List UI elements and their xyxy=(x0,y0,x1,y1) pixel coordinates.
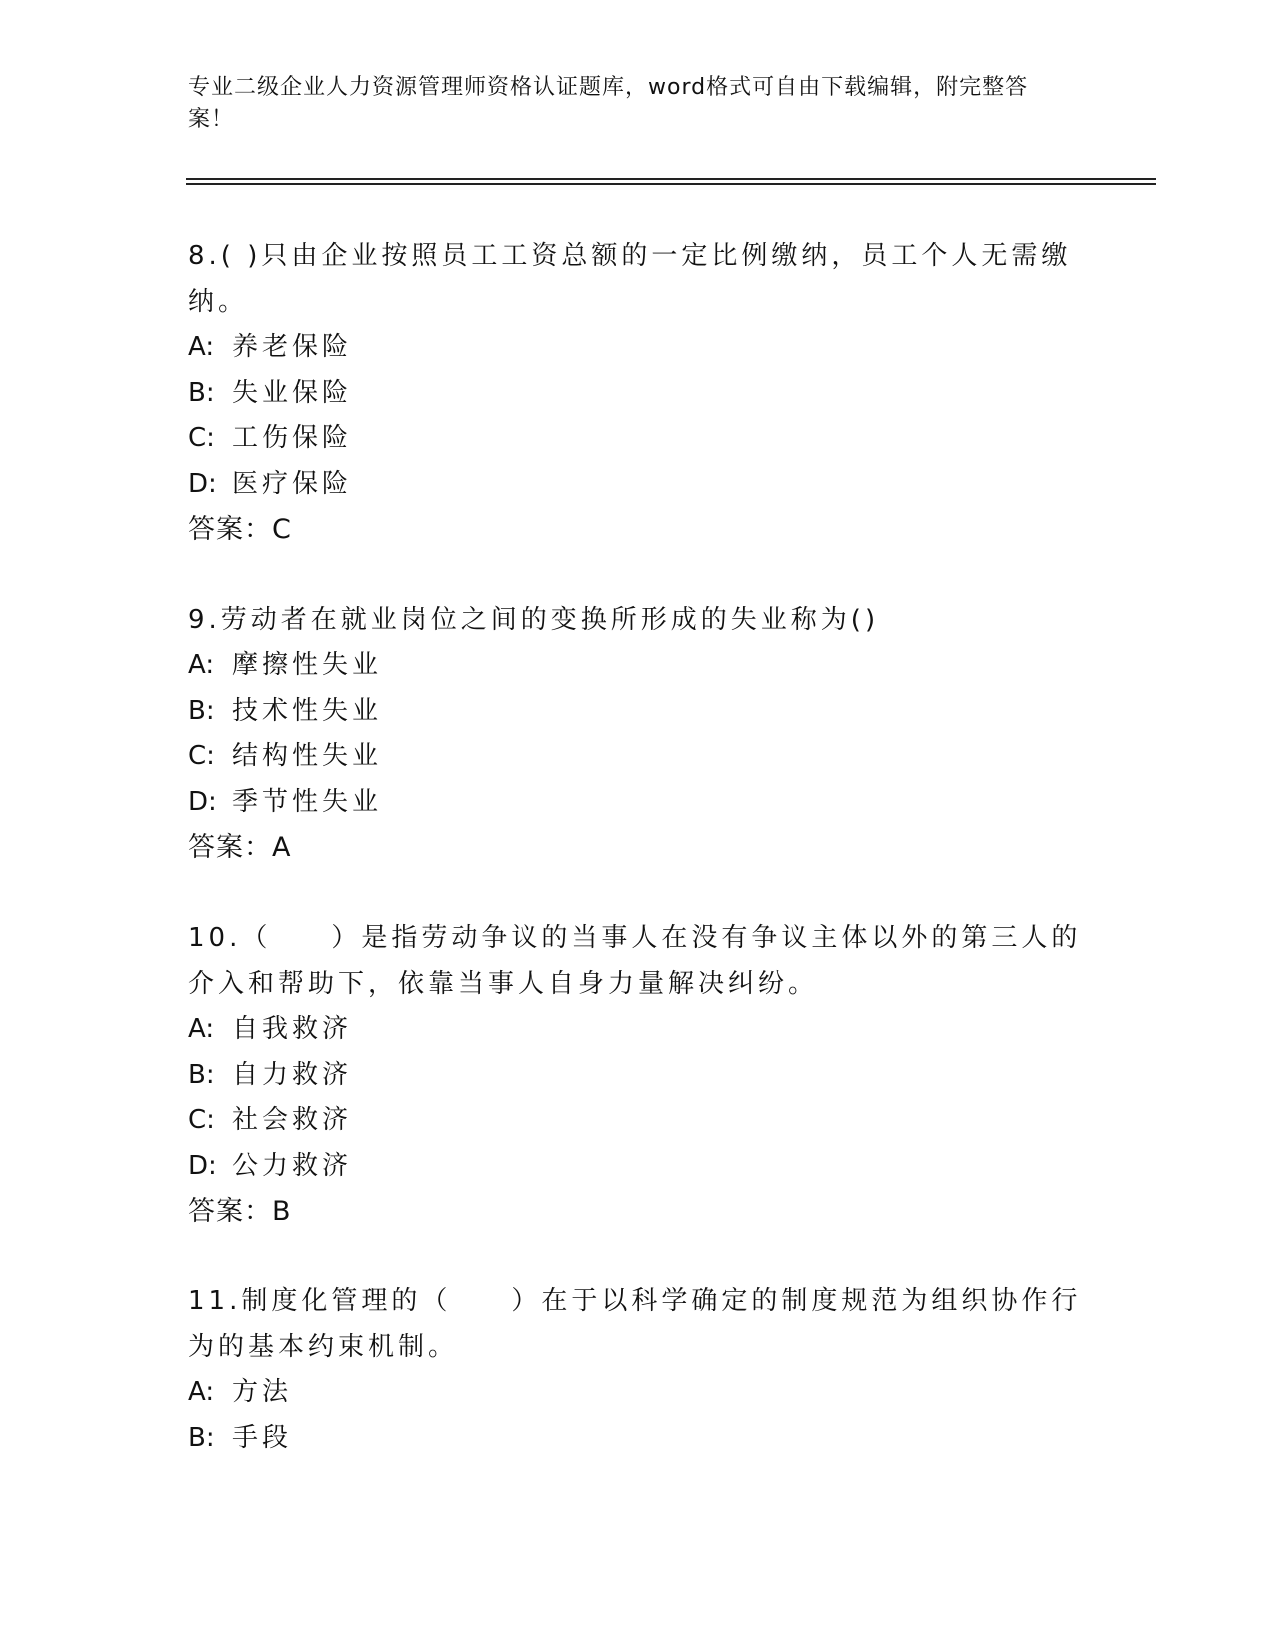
header-divider-bottom xyxy=(186,183,1156,185)
option-text: 社会救济 xyxy=(232,1105,353,1135)
option-b xyxy=(188,1416,1088,1462)
option-letter: C: xyxy=(188,423,215,453)
answer: 答案：A xyxy=(188,832,292,863)
option-text: 公力救济 xyxy=(232,1150,353,1181)
question-10 xyxy=(188,915,1088,1235)
option-b xyxy=(188,1053,1088,1099)
option-a xyxy=(188,325,1088,371)
option-text: 手段 xyxy=(232,1422,293,1453)
option-letter: C: xyxy=(188,1105,215,1135)
option-d xyxy=(188,462,1088,508)
question-stem: 10.（ ）是指劳动争议的当事人在没有争议主体以外的第三人的介入和帮助下，依靠当事人自身力量解决纠纷。 xyxy=(188,923,1082,999)
option-letter: B: xyxy=(188,1059,215,1090)
answer: 答案：B xyxy=(188,1196,292,1227)
option-c xyxy=(188,416,1088,462)
option-letter: A: xyxy=(188,1377,215,1407)
question-stem: 8.( )只由企业按照员工工资总额的一定比例缴纳，员工个人无需缴纳。 xyxy=(188,241,1072,317)
option-d xyxy=(188,1144,1088,1190)
question-8 xyxy=(188,233,1088,553)
option-letter: A: xyxy=(188,1014,215,1044)
option-a xyxy=(188,1370,1088,1416)
option-text: 方法 xyxy=(232,1377,293,1407)
question-stem: 11.制度化管理的（ ）在于以科学确定的制度规范为组织协作行为的基本约束机制。 xyxy=(188,1286,1082,1362)
document-header: 专业二级企业人力资源管理师资格认证题库，word格式可自由下载编辑，附完整答案！ xyxy=(188,75,1029,132)
option-a xyxy=(188,1007,1088,1053)
question-stem: 9.劳动者在就业岗位之间的变换所形成的失业称为() xyxy=(188,605,880,635)
option-c xyxy=(188,1098,1088,1144)
header-divider-top xyxy=(186,178,1156,180)
option-letter: B: xyxy=(188,377,215,408)
answer: 答案：C xyxy=(188,514,292,545)
option-text: 自力救济 xyxy=(232,1059,353,1090)
option-d xyxy=(188,780,1088,826)
question-11 xyxy=(188,1278,1088,1461)
option-text: 摩擦性失业 xyxy=(232,650,383,680)
option-letter: B: xyxy=(188,1422,215,1453)
option-letter: D: xyxy=(188,1150,217,1181)
option-b xyxy=(188,689,1088,735)
option-text: 工伤保险 xyxy=(232,423,353,453)
option-letter: C: xyxy=(188,741,215,771)
option-text: 结构性失业 xyxy=(232,741,383,771)
option-c xyxy=(188,734,1088,780)
option-text: 技术性失业 xyxy=(232,695,383,726)
option-text: 医疗保险 xyxy=(232,468,353,499)
option-text: 自我救济 xyxy=(232,1014,353,1044)
option-letter: D: xyxy=(188,786,217,817)
question-9 xyxy=(188,597,1088,871)
option-text: 季节性失业 xyxy=(232,786,383,817)
option-letter: A: xyxy=(188,332,215,362)
option-a xyxy=(188,643,1088,689)
option-letter: B: xyxy=(188,695,215,726)
option-b xyxy=(188,371,1088,417)
option-letter: D: xyxy=(188,468,217,499)
option-text: 失业保险 xyxy=(232,377,353,408)
option-text: 养老保险 xyxy=(232,332,353,362)
option-letter: A: xyxy=(188,650,215,680)
